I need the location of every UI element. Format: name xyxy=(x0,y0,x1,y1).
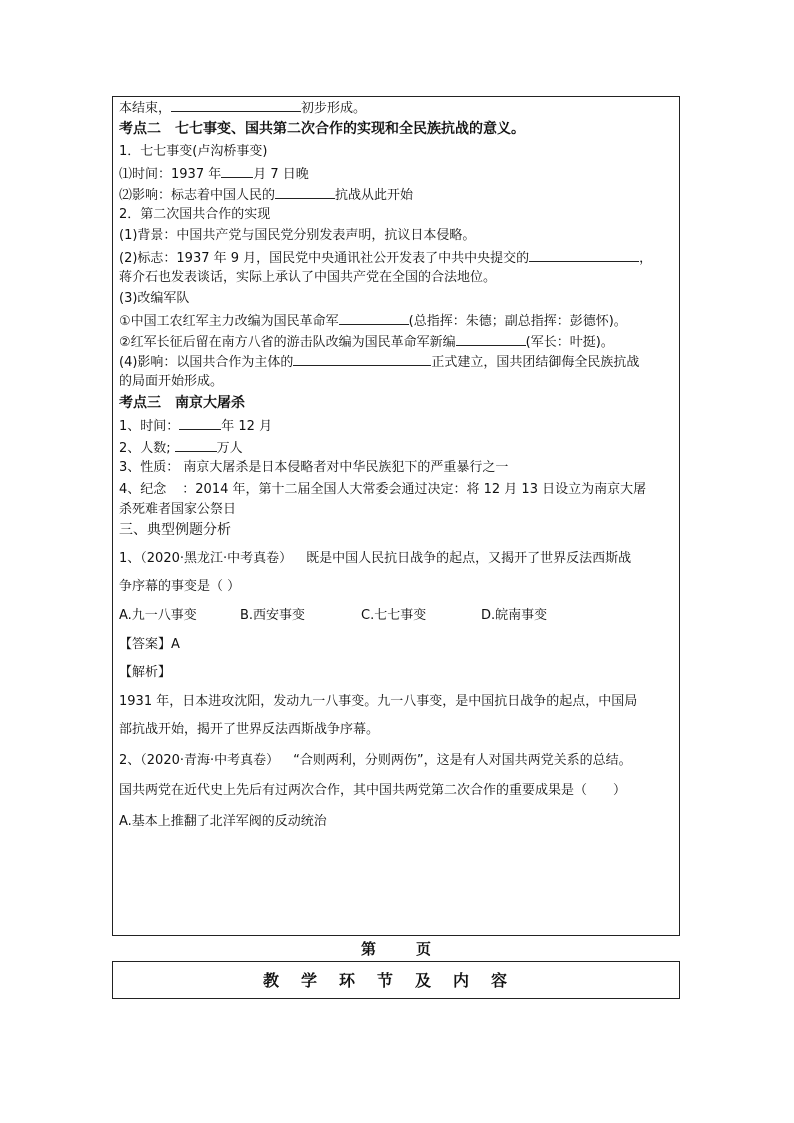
question-1-options xyxy=(119,608,547,624)
line-nanjing-time xyxy=(119,417,272,435)
fill-blank xyxy=(339,312,409,325)
line-system-formed xyxy=(119,99,366,117)
page-label-first: 第 xyxy=(360,940,376,958)
line-77-effect xyxy=(119,186,413,204)
text-fragment: 初步形成。 xyxy=(301,101,367,116)
comma: ， xyxy=(639,251,653,266)
option-d[interactable]: D.皖南事变 xyxy=(481,608,548,623)
option-c[interactable]: C.七七事变 xyxy=(361,608,427,623)
text-fragment: ⑵影响：标志着中国人民的 xyxy=(119,188,276,203)
question-1-analysis-1: 1931 年，日本进攻沈阳，发动九一八事变。九一八事变，是中国抗日战争的起点，中国局 xyxy=(119,694,638,709)
fill-blank xyxy=(293,353,431,366)
option-b[interactable]: B.西安事变 xyxy=(240,608,306,623)
question-1-analysis-label: 【解析】 xyxy=(119,665,172,680)
text-fragment: (2)标志：1937 年 9 月，国民党中央通讯社公开发表了中共中央提交的 xyxy=(119,251,530,266)
page-label-second: 页 xyxy=(416,940,432,958)
line-nanjing-count xyxy=(119,439,243,457)
text-fragment: (军长：叶挺)。 xyxy=(525,335,614,350)
line-77-time xyxy=(119,165,309,183)
line-army-reorg: (3)改编军队 xyxy=(119,291,190,306)
text-fragment: 1、时间： xyxy=(119,419,180,434)
text-fragment: ⑴时间：1937 年 xyxy=(119,167,222,182)
line-cooperation-sign xyxy=(119,249,652,267)
question-source: 1、（2020·黑龙江·中考真卷） xyxy=(119,551,293,566)
page-number xyxy=(112,938,680,959)
fill-blank xyxy=(179,417,221,430)
line-nanjing-nature: 3、性质： 南京大屠杀是日本侵略者对中华民族犯下的严重暴行之一 xyxy=(119,460,509,475)
line-cooperation-effect xyxy=(119,353,639,371)
fill-blank xyxy=(175,439,217,452)
fill-blank xyxy=(275,186,335,199)
subheading-77-incident: 1．七七事变(卢沟桥事变) xyxy=(119,144,268,159)
section-header-title: 教学环节及内容 xyxy=(262,971,529,990)
heading-kaodian-3: 考点三 南京大屠杀 xyxy=(119,395,245,411)
text-fragment: 正式建立，国共团结御侮全民族抗战 xyxy=(431,355,640,370)
text-fragment: 万人 xyxy=(216,441,243,456)
text-fragment: 抗战从此开始 xyxy=(335,188,414,203)
question-2-option-a[interactable]: A.基本上推翻了北洋军阀的反动统治 xyxy=(119,814,327,829)
text-fragment: 2、人数; xyxy=(119,441,171,456)
text-fragment: 月 7 日晚 xyxy=(253,167,309,182)
question-2-stem xyxy=(119,753,632,769)
heading-section-3: 三、典型例题分析 xyxy=(119,522,231,538)
text-fragment: ：2014 年，第十二届全国人大常委会通过决定：将 12 月 13 日设立为南京大屠 xyxy=(182,482,647,497)
text-fragment: 4、纪念 xyxy=(119,482,167,497)
line-army-reorg-1 xyxy=(119,312,627,330)
fill-blank xyxy=(456,333,526,346)
heading-kaodian-2: 考点二 七七事变、国共第二次合作的实现和全民族抗战的意义。 xyxy=(119,121,525,137)
line-cooperation-sign-cont: 蒋介石也发表谈话，实际上承认了中国共产党在全国的合法地位。 xyxy=(119,270,497,285)
subheading-second-cooperation: 2．第二次国共合作的实现 xyxy=(119,207,271,222)
text-fragment: “合则两利，分则两伤”，这是有人对国共两党关系的总结。 xyxy=(293,753,632,768)
text-fragment: ①中国工农红军主力改编为国民革命军 xyxy=(119,314,339,329)
line-nanjing-memorial-cont: 杀死难者国家公祭日 xyxy=(119,502,237,517)
line-nanjing-memorial xyxy=(119,482,646,498)
text-fragment: 年 12 月 xyxy=(221,419,273,434)
line-cooperation-background: (1)背景：中国共产党与国民党分别发表声明，抗议日本侵略。 xyxy=(119,228,476,243)
question-1-stem-cont: 争序幕的事变是（ ） xyxy=(119,579,241,594)
text-fragment: (4)影响：以国共合作为主体的 xyxy=(119,355,294,370)
fill-blank xyxy=(171,99,301,112)
line-army-reorg-2 xyxy=(119,333,614,351)
question-2-stem-cont: 国共两党在近代史上先后有过两次合作，其中国共两党第二次合作的重要成果是（ ） xyxy=(119,783,627,798)
fill-blank xyxy=(529,249,639,262)
question-source: 2、（2020·青海·中考真卷） xyxy=(119,753,280,768)
fill-blank xyxy=(221,165,253,178)
option-a[interactable]: A.九一八事变 xyxy=(119,608,197,623)
question-1-answer: 【答案】A xyxy=(119,637,180,652)
question-1-analysis-2: 部抗战开始，揭开了世界反法西斯战争序幕。 xyxy=(119,722,380,737)
text-fragment: 本结束， xyxy=(119,101,172,116)
line-cooperation-effect-cont: 的局面开始形成。 xyxy=(119,374,224,389)
text-fragment: 既是中国人民抗日战争的起点，又揭开了世界反法西斯战 xyxy=(306,551,632,566)
question-1-stem xyxy=(119,551,631,567)
text-fragment: (总指挥：朱德；副总指挥：彭德怀)。 xyxy=(408,314,627,329)
text-fragment: ②红军长征后留在南方八省的游击队改编为国民革命军新编 xyxy=(119,335,456,350)
